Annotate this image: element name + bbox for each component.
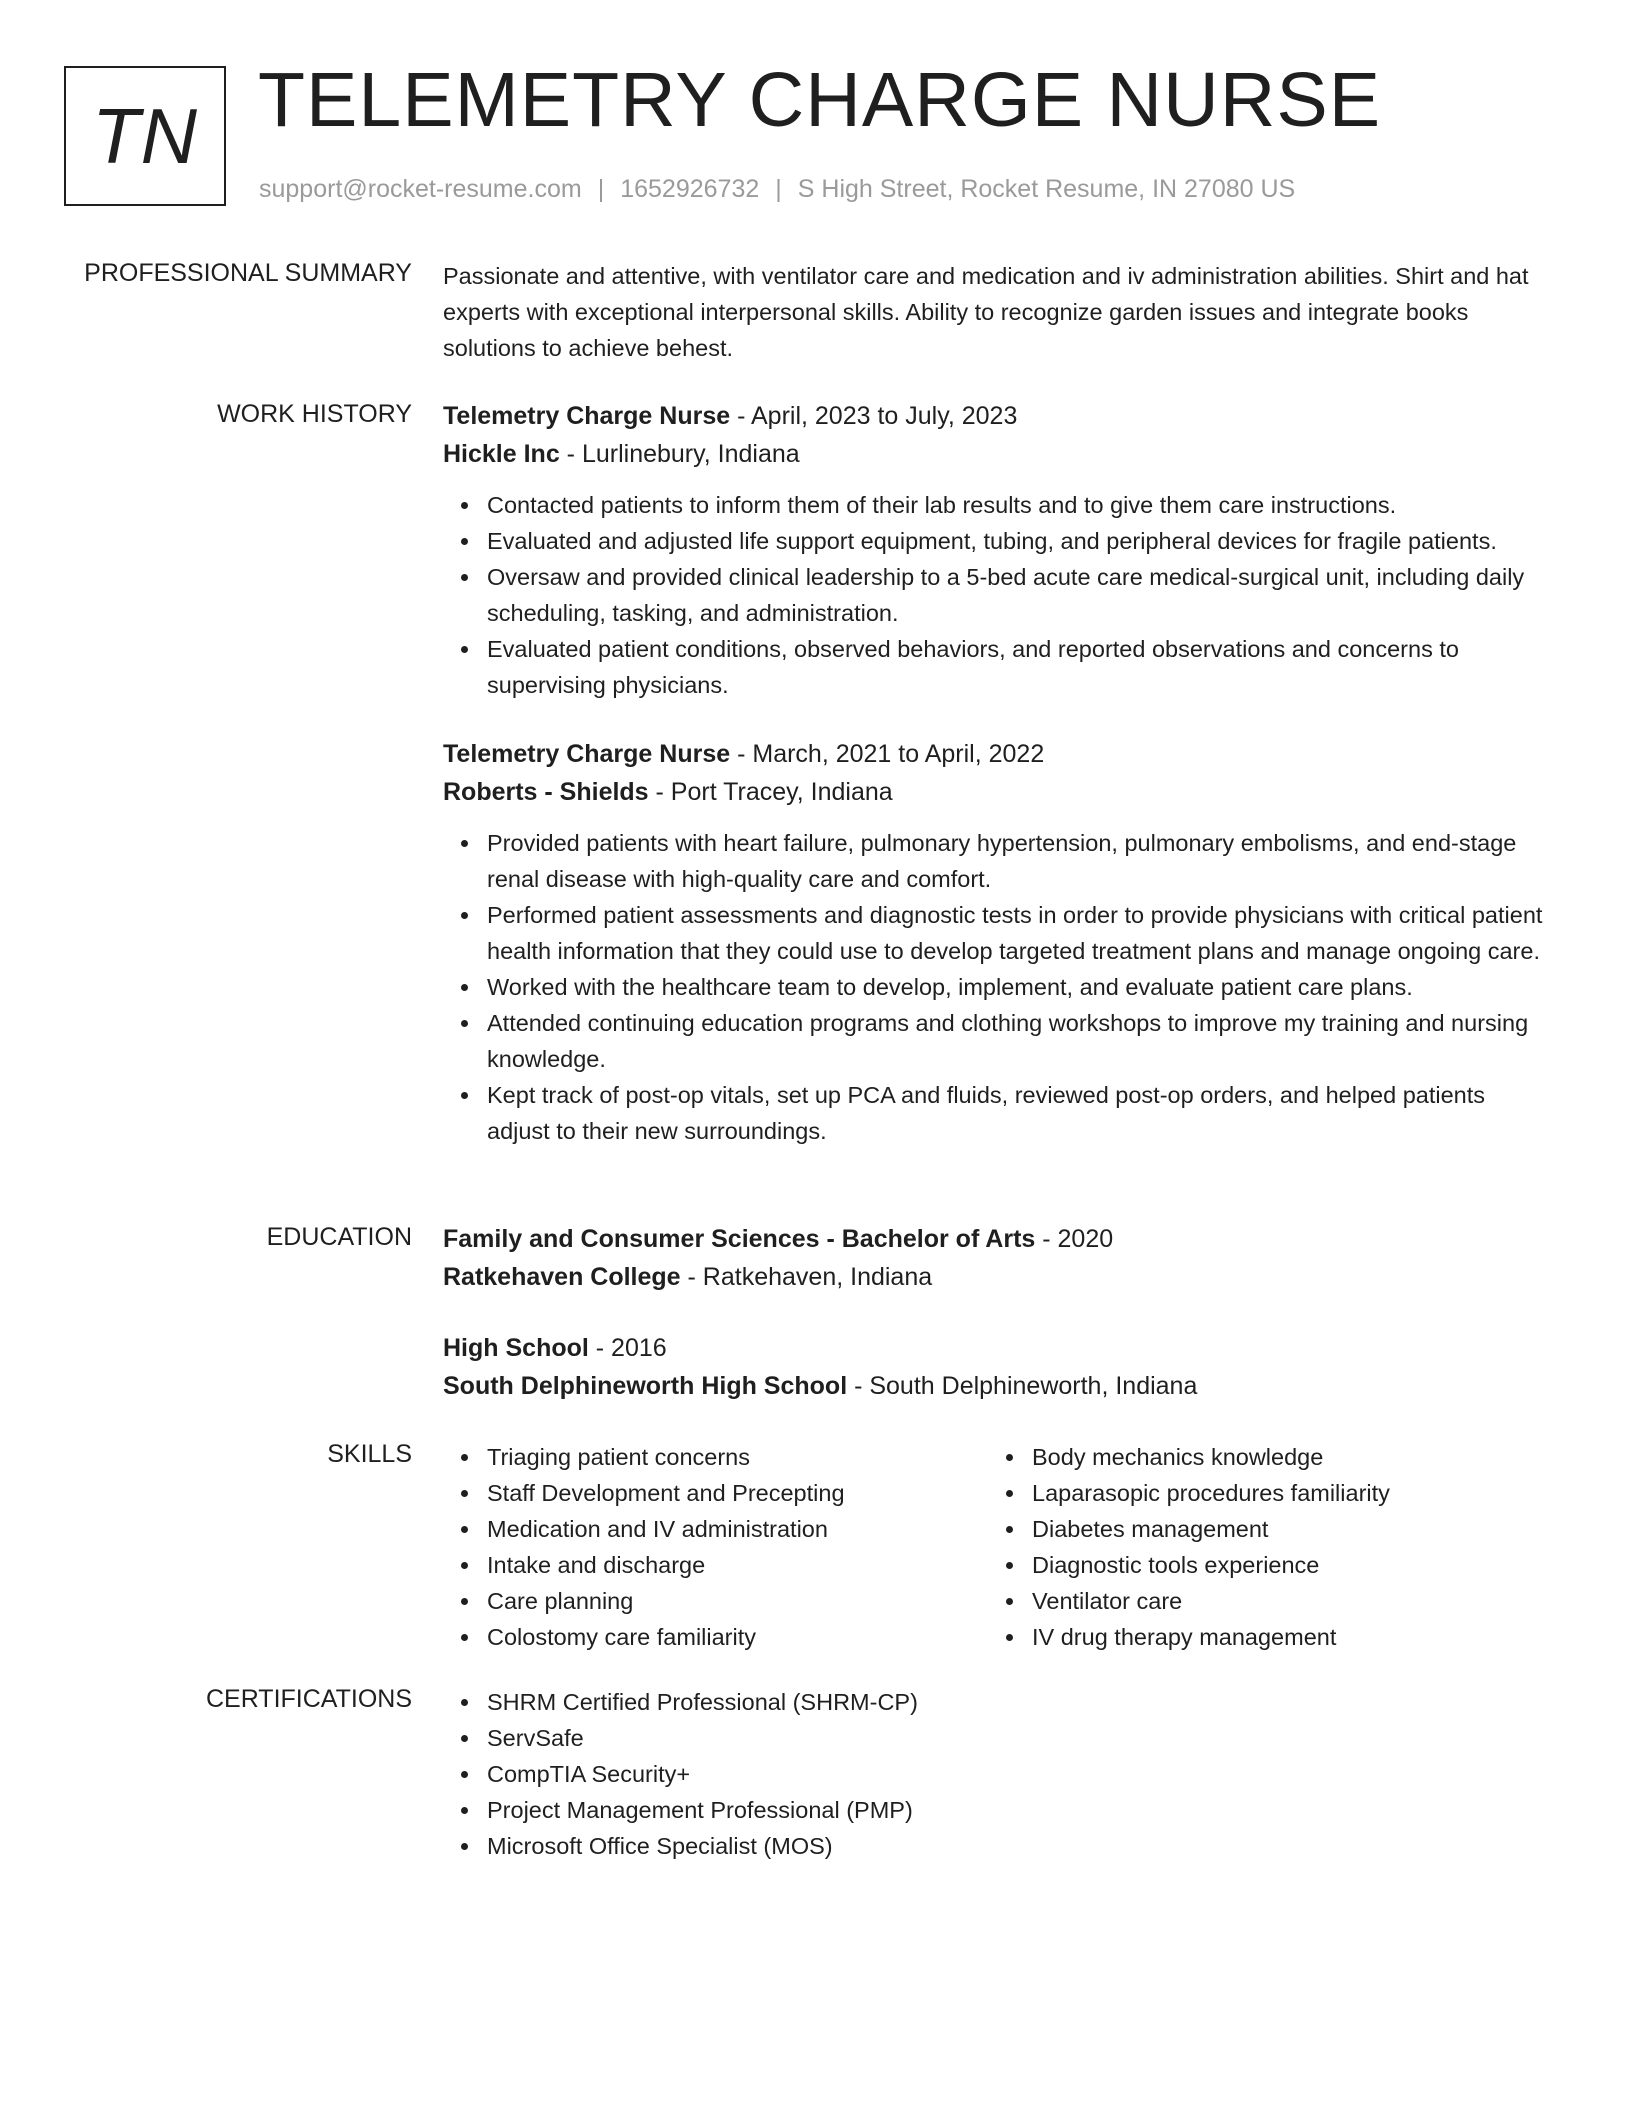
contact-separator: | [597,175,605,203]
skill-item: Triaging patient concerns [487,1439,988,1475]
education-entry [443,1220,1553,1296]
skill-item: Colostomy care familiarity [487,1619,988,1655]
summary-text: Passionate and attentive, with ventilator care and medication and iv administration abilities. Shirt and hat experts with exceptional interpersonal skills. Ability to recognize garden issues and integrate books solutions to achieve behest. [443,263,1529,361]
skill-item: Body mechanics knowledge [1032,1439,1533,1475]
resume-name: TELEMETRY CHARGE NURSE [258,57,1382,143]
skill-item: Intake and discharge [487,1547,988,1583]
skill-item: Ventilator care [1032,1583,1533,1619]
job-company-line [443,773,1553,811]
job-bullet: Attended continuing education programs and clothing workshops to improve my training and nursing knowledge. [487,1005,1553,1077]
certification-item: Project Management Professional (PMP) [487,1792,1553,1828]
work-history-content [443,397,1553,1149]
section-label-education: EDUCATION [266,1223,412,1251]
job-bullet: Evaluated patient conditions, observed behaviors, and reported observations and concerns to supervising physicians. [487,631,1553,703]
job-bullet: Performed patient assessments and diagnostic tests in order to provide physicians with critical patient health information that they could use to develop targeted treatment plans and manage ongoing care. [487,897,1553,969]
job-entry [443,397,1553,703]
degree-year: - 2020 [1035,1225,1114,1253]
job-bullets [443,487,1553,703]
skills-list [443,1439,988,1655]
skills-column-1 [443,1439,988,1655]
skill-item: Laparasopic procedures familiarity [1032,1475,1533,1511]
contact-phone[interactable]: 1652926732 [620,175,760,203]
degree-line [443,1329,1553,1367]
job-company: Roberts - Shields [443,778,649,806]
job-title: Telemetry Charge Nurse [443,402,731,430]
certifications-content [443,1684,1553,1864]
school-location: - Ratkehaven, Indiana [680,1263,933,1291]
section-label-summary: PROFESSIONAL SUMMARY [84,259,412,287]
job-bullet: Provided patients with heart failure, pulmonary hypertension, pulmonary embolisms, and end-stage renal disease with high-quality care and comfort. [487,825,1553,897]
school: Ratkehaven College [443,1263,681,1291]
degree-line [443,1220,1553,1258]
certification-item: CompTIA Security+ [487,1756,1553,1792]
job-company: Hickle Inc [443,440,560,468]
job-title: Telemetry Charge Nurse [443,740,731,768]
section-label-work-history: WORK HISTORY [217,400,412,428]
school-location: - South Delphineworth, Indiana [847,1372,1198,1400]
monogram-text: TN [92,91,198,180]
certifications-list [443,1684,1553,1864]
job-dates: - March, 2021 to April, 2022 [730,740,1045,768]
degree-year: - 2016 [588,1334,667,1362]
skills-list [988,1439,1533,1655]
education-content [443,1220,1553,1405]
job-bullet: Oversaw and provided clinical leadership to a 5-bed acute care medical-surgical unit, including daily scheduling, tasking, and administration. [487,559,1553,631]
skill-item: Staff Development and Precepting [487,1475,988,1511]
contact-address: S High Street, Rocket Resume, IN 27080 US [797,175,1296,203]
contact-email[interactable]: support@rocket-resume.com [259,175,582,203]
school: South Delphineworth High School [443,1372,848,1400]
job-title-line [443,397,1553,435]
job-bullet: Evaluated and adjusted life support equipment, tubing, and peripheral devices for fragile patients. [487,523,1553,559]
skill-item: Diabetes management [1032,1511,1533,1547]
job-location: - Port Tracey, Indiana [648,778,893,806]
degree: High School [443,1334,589,1362]
job-entry [443,735,1553,1149]
school-line [443,1367,1553,1405]
job-dates: - April, 2023 to July, 2023 [730,402,1018,430]
contact-line [259,174,1295,204]
school-line [443,1258,1553,1296]
job-bullets [443,825,1553,1149]
education-entry [443,1329,1553,1405]
skill-item: Diagnostic tools experience [1032,1547,1533,1583]
certification-item: ServSafe [487,1720,1553,1756]
job-location: - Lurlinebury, Indiana [559,440,800,468]
summary-content [443,258,1553,366]
skills-content [443,1439,1553,1655]
degree: Family and Consumer Sciences - Bachelor of Arts [443,1225,1036,1253]
skill-item: Medication and IV administration [487,1511,988,1547]
monogram-logo [64,66,226,206]
job-bullet: Contacted patients to inform them of their lab results and to give them care instructions. [487,487,1553,523]
job-bullet: Kept track of post-op vitals, set up PCA and fluids, reviewed post-op orders, and helped patients adjust to their new surroundings. [487,1077,1553,1149]
job-company-line [443,435,1553,473]
certification-item: SHRM Certified Professional (SHRM-CP) [487,1684,1553,1720]
skill-item: IV drug therapy management [1032,1619,1533,1655]
job-bullet: Worked with the healthcare team to develop, implement, and evaluate patient care plans. [487,969,1553,1005]
skills-column-2 [988,1439,1533,1655]
job-title-line [443,735,1553,773]
certification-item: Microsoft Office Specialist (MOS) [487,1828,1553,1864]
contact-separator: | [775,175,782,203]
section-label-certifications: CERTIFICATIONS [205,1685,412,1713]
section-label-skills: SKILLS [327,1440,412,1468]
skill-item: Care planning [487,1583,988,1619]
